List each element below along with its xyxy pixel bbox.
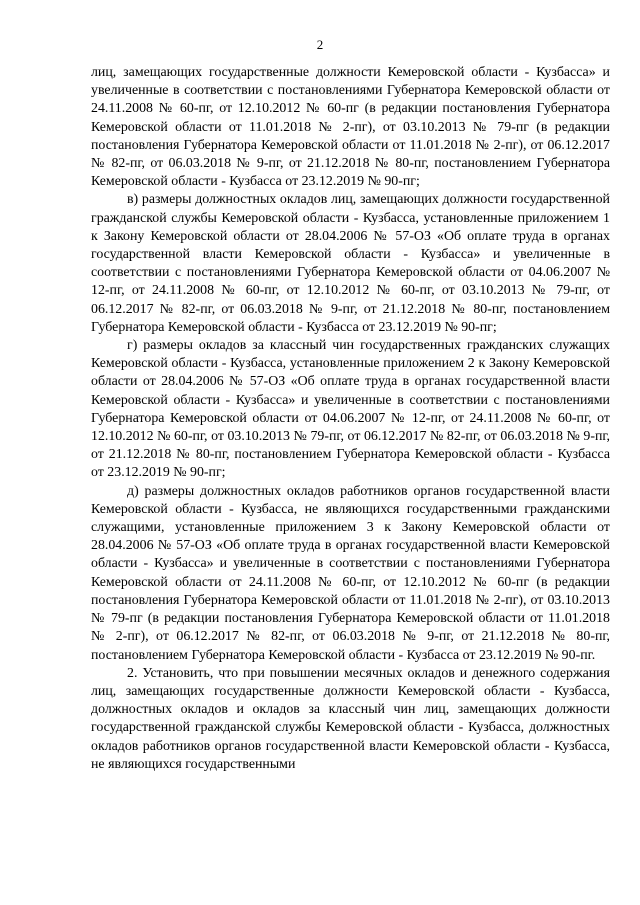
paragraph-item-d: д) размеры должностных окладов работников органов государственной власти Кемеровской области - Кузбасса, не являющихся государственными гражданскими служащими, установленные приложением 3 к Закону Кемеровской области от 28.04.2006 № 57-ОЗ «Об оплате труда в органах государственной власти Кемеровской области - Кузбасса» и увеличенные в соответствии с постановлениями Губернатора Кемеровской области от 24.11.2008 № 60-пг, от 12.10.2012 № 60-пг (в редакции постановления Губернатора Кемеровской области от 11.01.2018 № 2-пг), от 03.10.2013 № 79-пг (в редакции постановления Губернатора Кемеровской области от 11.01.2018 № 2-пг), от 06.12.2017 № 82-пг, от 06.03.2018 № 9-пг, от 21.12.2018 № 80-пг, постановлением Губернатора Кемеровской области - Кузбасса от 23.12.2019 № 90-пг. — [91, 483, 610, 663]
paragraph-item-g: г) размеры окладов за классный чин государственных гражданских служащих Кемеровской области - Кузбасса, установленные приложением 2 к Закону Кемеровской области от 28.04.2006 № 57-ОЗ «Об оплате труда в органах государственной власти Кемеровской области - Кузбасса» и увеличенные в соответствии с постановлениями Губернатора Кемеровской области от 04.06.2007 № 12-пг, от 24.11.2008 № 60-пг, от 12.10.2012 № 60-пг, от 03.10.2013 № 79-пг, от 06.12.2017 № 82-пг, от 06.03.2018 № 9-пг, от 21.12.2018 № 80-пг, постановлением Губернатора Кемеровской области - Кузбасса от 23.12.2019 № 90-пг; — [91, 338, 610, 481]
paragraph-item-v: в) размеры должностных окладов лиц, замещающих должности государственной гражданской службы Кемеровской области - Кузбасса, установленные приложением 1 к Закону Кемеровской области от 28.04.2006 № 57-ОЗ «Об оплате труда в органах государственной власти Кемеровской области - Кузбасса» и увеличенные в соответствии с постановлениями Губернатора Кемеровской области от 04.06.2007 № 12-пг, от 24.11.2008 № 60-пг, от 12.10.2012 № 60-пг, от 03.10.2013 № 79-пг, от 06.12.2017 № 82-пг, от 06.03.2018 № 9-пг, от 21.12.2018 № 80-пг, постановлением Губернатора Кемеровской области - Кузбасса от 23.12.2019 № 90-пг; — [91, 192, 610, 335]
paragraph-section-2: 2. Установить, что при повышении месячных окладов и денежного содержания лиц, замещающих государственные должности Кемеровской области - Кузбасса, должностных окладов и окладов за классный чин лиц, замещающих должности государственной гражданской службы Кемеровской области - Кузбасса, должностных окладов работников органов государственной власти Кемеровской области - Кузбасса, не являющихся государственными — [91, 665, 610, 772]
page-number: 2 — [316, 37, 324, 52]
document-body — [91, 64, 610, 774]
paragraph-continuation: лиц, замещающих государственные должности Кемеровской области - Кузбасса» и увеличенные в соответствии с постановлениями Губернатора Кемеровской области от 24.11.2008 № 60-пг, от 12.10.2012 № 60-пг (в редакции постановления Губернатора Кемеровской области от 11.01.2018 № 2-пг), от 03.10.2013 № 79-пг (в редакции постановления Губернатора Кемеровской области от 11.01.2018 № 2-пг), от 06.12.2017 № 82-пг, от 06.03.2018 № 9-пг, от 21.12.2018 № 80-пг, постановлением Губернатора Кемеровской области - Кузбасса от 23.12.2019 № 90-пг; — [91, 65, 610, 190]
